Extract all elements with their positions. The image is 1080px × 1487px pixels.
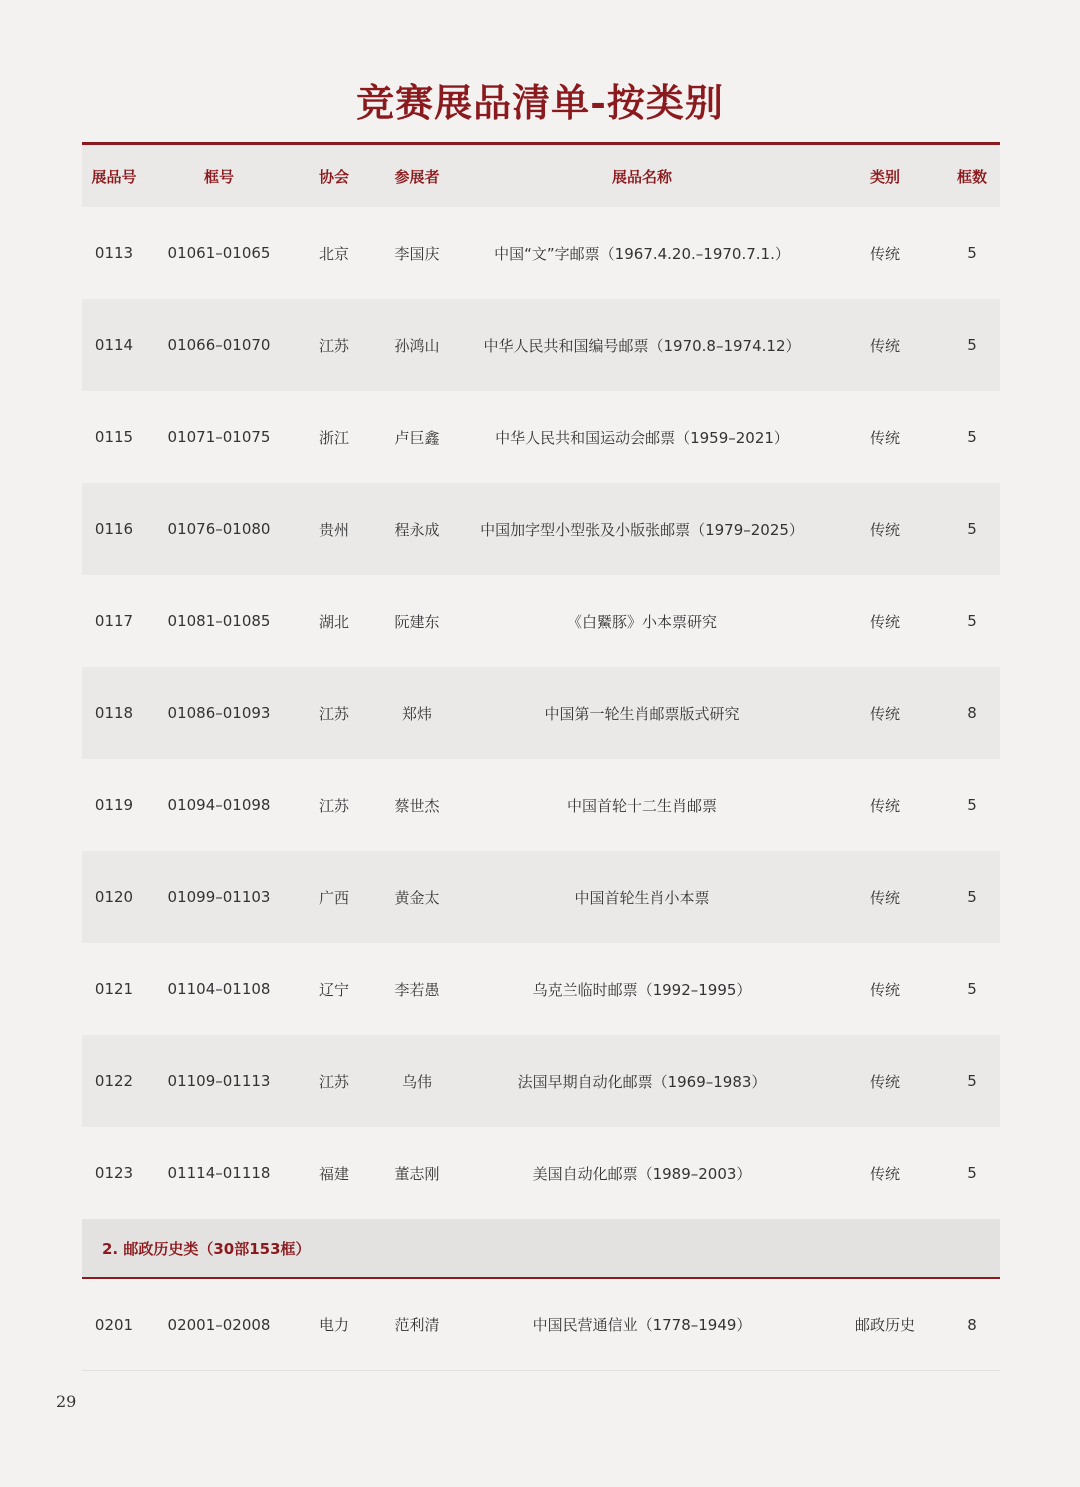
table-row [82,759,1000,851]
category: 传统 [869,980,900,999]
exhibit-table [82,142,1000,1371]
exhibitor: 程永成 [394,520,440,539]
category: 传统 [869,704,900,723]
table-row [82,483,1000,575]
exhibit-name: 中华人民共和国运动会邮票（1959–2021） [495,428,789,447]
category: 传统 [869,428,900,447]
frame-count: 5 [967,1164,977,1182]
frame-count: 5 [967,612,977,630]
table-row [82,1279,1000,1371]
exhibitor: 卢巨鑫 [394,428,440,447]
association: 江苏 [318,336,349,355]
category: 传统 [869,888,900,907]
frame-count: 5 [967,428,977,446]
category: 邮政历史 [854,1316,915,1334]
frame-count: 5 [967,244,977,262]
exhibitor: 阮建东 [394,612,440,631]
category: 传统 [869,612,900,631]
exhibitor: 李国庆 [394,244,440,263]
frame-range: 01066–01070 [167,336,271,354]
exhibit-no: 0119 [94,796,134,814]
exhibit-name: 中国首轮十二生肖邮票 [566,796,717,815]
table-row [82,851,1000,943]
exhibitor: 郑炜 [401,704,432,723]
exhibitor: 孙鸿山 [394,336,440,355]
page-number: 29 [56,1392,77,1411]
exhibit-name: 中国“文”字邮票（1967.4.20.–1970.7.1.） [494,244,790,263]
frame-count: 8 [967,1315,977,1334]
exhibit-name: 法国早期自动化邮票（1969–1983） [517,1072,767,1091]
header-exhibit-name: 展品名称 [611,167,672,186]
frame-range: 01099–01103 [167,888,271,906]
header-frame-no: 框号 [203,167,234,186]
frame-count: 5 [967,888,977,906]
table-row [82,943,1000,1035]
header-frame-count: 框数 [956,167,987,186]
category: 传统 [869,1072,900,1091]
exhibit-no: 0113 [94,244,134,262]
frame-count: 5 [967,336,977,354]
frame-range: 01109–01113 [167,1072,271,1090]
association: 江苏 [318,796,349,815]
header-exhibit-no: 展品号 [91,167,137,186]
category: 传统 [869,336,900,355]
association: 湖北 [318,612,349,631]
exhibitor: 李若愚 [394,980,440,999]
header-association: 协会 [318,167,349,186]
table-header [82,145,1000,207]
exhibit-no: 0122 [94,1072,134,1090]
page-title: 竞赛展品清单-按类别 [356,80,724,125]
frame-count: 8 [967,704,977,722]
frame-count: 5 [967,980,977,998]
frame-range: 01104–01108 [167,980,271,998]
exhibit-no: 0115 [94,428,134,446]
frame-range: 02001–02008 [167,1315,271,1334]
frame-count: 5 [967,796,977,814]
table-row [82,207,1000,299]
exhibitor: 董志刚 [394,1164,440,1183]
frame-range: 01081–01085 [167,612,271,630]
frame-range: 01094–01098 [167,796,271,814]
table-row [82,391,1000,483]
exhibit-name: 中华人民共和国编号邮票（1970.8–1974.12） [483,336,801,355]
frame-count: 5 [967,1072,977,1090]
exhibit-no: 0116 [94,520,134,538]
exhibit-name: 中国第一轮生肖邮票版式研究 [544,704,740,723]
exhibit-name: 中国首轮生肖小本票 [574,888,710,907]
exhibit-no: 0120 [94,888,134,906]
exhibit-name: 中国加字型小型张及小版张邮票（1979–2025） [480,520,804,539]
association: 辽宁 [318,980,349,999]
exhibit-name: 《白鱀豚》小本票研究 [566,612,717,631]
frame-range: 01061–01065 [167,244,271,262]
table-row [82,575,1000,667]
association: 广西 [318,888,349,907]
association: 北京 [318,244,349,263]
exhibitor: 黄金太 [394,888,440,907]
association: 电力 [318,1316,349,1334]
exhibitor: 乌伟 [401,1072,432,1091]
header-exhibitor: 参展者 [394,167,440,186]
frame-range: 01071–01075 [167,428,271,446]
exhibit-name: 美国自动化邮票（1989–2003） [532,1164,752,1183]
exhibit-no: 0118 [94,704,134,722]
table-row [82,667,1000,759]
association: 福建 [318,1164,349,1183]
category: 传统 [869,520,900,539]
exhibit-name: 中国民营通信业（1778–1949） [532,1316,752,1334]
exhibit-no: 0114 [94,336,134,354]
association: 浙江 [318,428,349,447]
frame-range: 01114–01118 [167,1164,271,1182]
exhibit-name: 乌克兰临时邮票（1992–1995） [532,980,752,999]
category: 传统 [869,1164,900,1183]
table-row [82,1035,1000,1127]
exhibit-no: 0117 [94,612,134,630]
category: 传统 [869,796,900,815]
exhibitor: 蔡世杰 [394,796,440,815]
frame-count: 5 [967,520,977,538]
association: 贵州 [318,520,349,539]
exhibitor: 范利清 [394,1316,440,1334]
exhibit-no: 0121 [94,980,134,998]
table-row [82,299,1000,391]
association: 江苏 [318,1072,349,1091]
exhibit-no: 0123 [94,1164,134,1182]
association: 江苏 [318,704,349,723]
header-category: 类别 [869,167,900,186]
frame-range: 01086–01093 [167,704,271,722]
category: 传统 [869,244,900,263]
table-row [82,1127,1000,1219]
frame-range: 01076–01080 [167,520,271,538]
section-heading: 2. 邮政历史类（30部153框） [82,1219,1000,1279]
exhibit-no: 0201 [94,1315,134,1334]
